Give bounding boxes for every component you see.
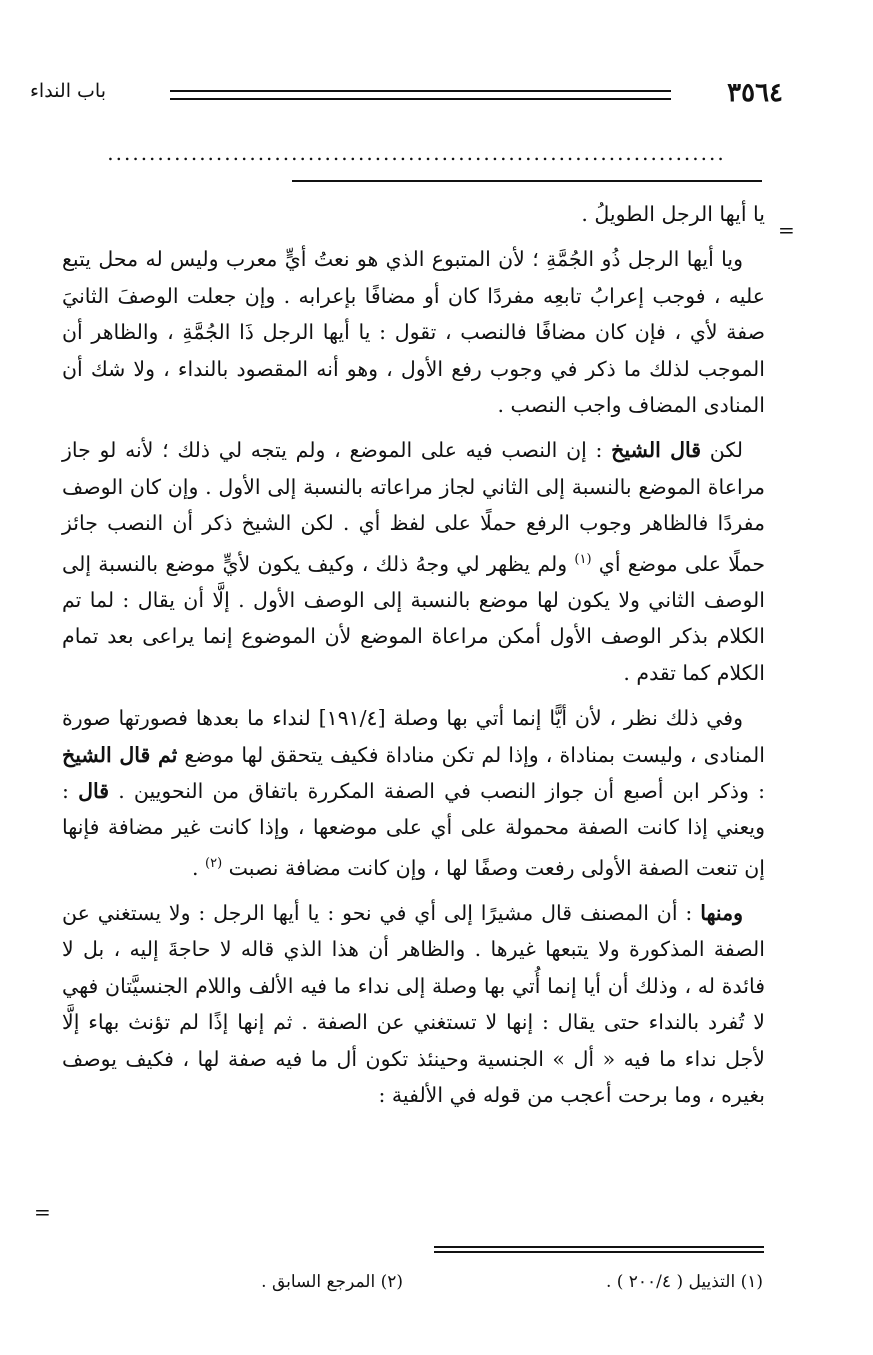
footnote-1: (١) التذييل ( ٢٠٠/٤ ) .: [605, 1272, 763, 1292]
bold-phrase: ثم قال الشيخ: [62, 742, 178, 767]
page-header: [30, 78, 783, 112]
text-run: يا أيها الرجل الطويلُ .: [581, 202, 765, 226]
bold-phrase: قال الشيخ: [611, 438, 702, 463]
text-run: ولم يظهر لي وجهُ ذلك ، وكيف يكون لأيٍّ موضع بالنسبة إلى الوصف الثاني ولا يكون لها موضع بالنسبة إلى الوصف الأول . إلَّا أن يقال : لما تم الكلام بذكر الوصف الأول أمكن مراعاة الموضع لأن الموضوع إنما يراعى بعد تمام الكلام كما تقدم .: [62, 551, 765, 685]
footnote-2: (٢) المرجع السابق .: [261, 1272, 403, 1292]
paragraph: [62, 196, 765, 232]
text-run: : وذكر ابن أصبع أن جواز النصب في الصفة المكررة باتفاق من النحويين .: [109, 778, 765, 803]
paragraph: [62, 895, 765, 1113]
text-run: : أن المصنف قال مشيرًا إلى أي في نحو : يا أيها الرجل : ولا يستغني عن الصفة المذكورة ولا يتبعها غيرها . والظاهر أن هذا الذي قاله لا حاجةَ إليه ، بل لا فائدة له ، وذلك أن أيا إنما أُتي بها وصلة إلى نداء ما فيه الألف واللام الجنسيَّتان فهي لا تُفرد بالنداء حتى يقال : إنها لا تستغني عن الصفة . ثم إنها إذًا لم تؤنث بهاء إلَّا لأجل نداء ما فيه « أل » الجنسية وحينئذ تكون أل ما فيه صفة لها ، فكيف يوصف بغيره ، وما برحت أعجب من قوله في الألفية :: [62, 900, 765, 1107]
footnote-rule-2: [434, 1251, 764, 1253]
text-run: وفي ذلك نظر ، لأن أيًّا إنما أتي بها وصلة [١٩١/٤] لنداء ما بعدها فصورتها صورة المنادى ، وليست بمناداة ، وإذا لم تكن مناداة فكيف يتحقق لها موضع: [62, 706, 765, 767]
margin-mark-bottom: =: [34, 1200, 51, 1224]
bold-phrase: قال: [78, 778, 110, 803]
chapter-title: باب النداء: [30, 80, 106, 102]
footnote-ref: (١): [574, 551, 592, 567]
main-text: [62, 196, 765, 1122]
text-run: : إن النصب فيه على الموضع ، ولم يتجه لي ذلك ؛ لأنه لو جاز مراعاة الموضع بالنسبة إلى الثاني لجاز مراعاته بالنسبة إلى الأول . وإن كان الوصف مفردًا فالظاهر وجوب الرفع حملًا على لفظ أي . لكن الشيخ ذكر أن النصب جائز حملًا على موضع أي: [62, 438, 765, 576]
top-rule: [292, 180, 762, 182]
bold-phrase: ومنها: [700, 900, 743, 925]
footnote-ref: (٢): [205, 855, 223, 871]
footnote-rule-1: [434, 1246, 764, 1248]
margin-mark-top: =: [778, 218, 795, 242]
text-run: ويا أيها الرجل ذُو الجُمَّةِ ؛ لأن المتبوع الذي هو نعتُ أيٍّ معرب وليس له محل يتبع عليه ، فوجب إعرابُ تابعِه مفردًا كان أو مضافًا بإعرابه . وإن جعلت الوصفَ الثانيَ صفة لأي ، فإن كان مضافًا فالنصب ، تقول : يا أيها الرجل ذَا الجُمَّةِ ، والظاهر أن الموجب لذلك ما ذكر في وجوب رفع الأول ، وهو أنه المقصود بالنداء ، ولا شك أن المنادى المضاف واجب النصب .: [62, 247, 765, 418]
paragraph: [62, 700, 765, 886]
page-number: ٣٥٦٤: [727, 78, 783, 108]
footnotes: [120, 1272, 763, 1302]
dotted-separator: ..........................................................................: [107, 141, 726, 165]
header-double-rule: [170, 90, 671, 100]
text-run: .: [191, 855, 206, 880]
paragraph: [62, 241, 765, 423]
text-run: لكن: [701, 438, 743, 463]
paragraph: [62, 432, 765, 691]
text-run: : ويعني إذا كانت الصفة محمولة على أي على موضعها ، وإذا كانت غير مضافة فإنها إن تنعت الصفة الأولى رفعت وصفًا لها ، وإن كانت مضافة نصبت: [62, 778, 765, 880]
